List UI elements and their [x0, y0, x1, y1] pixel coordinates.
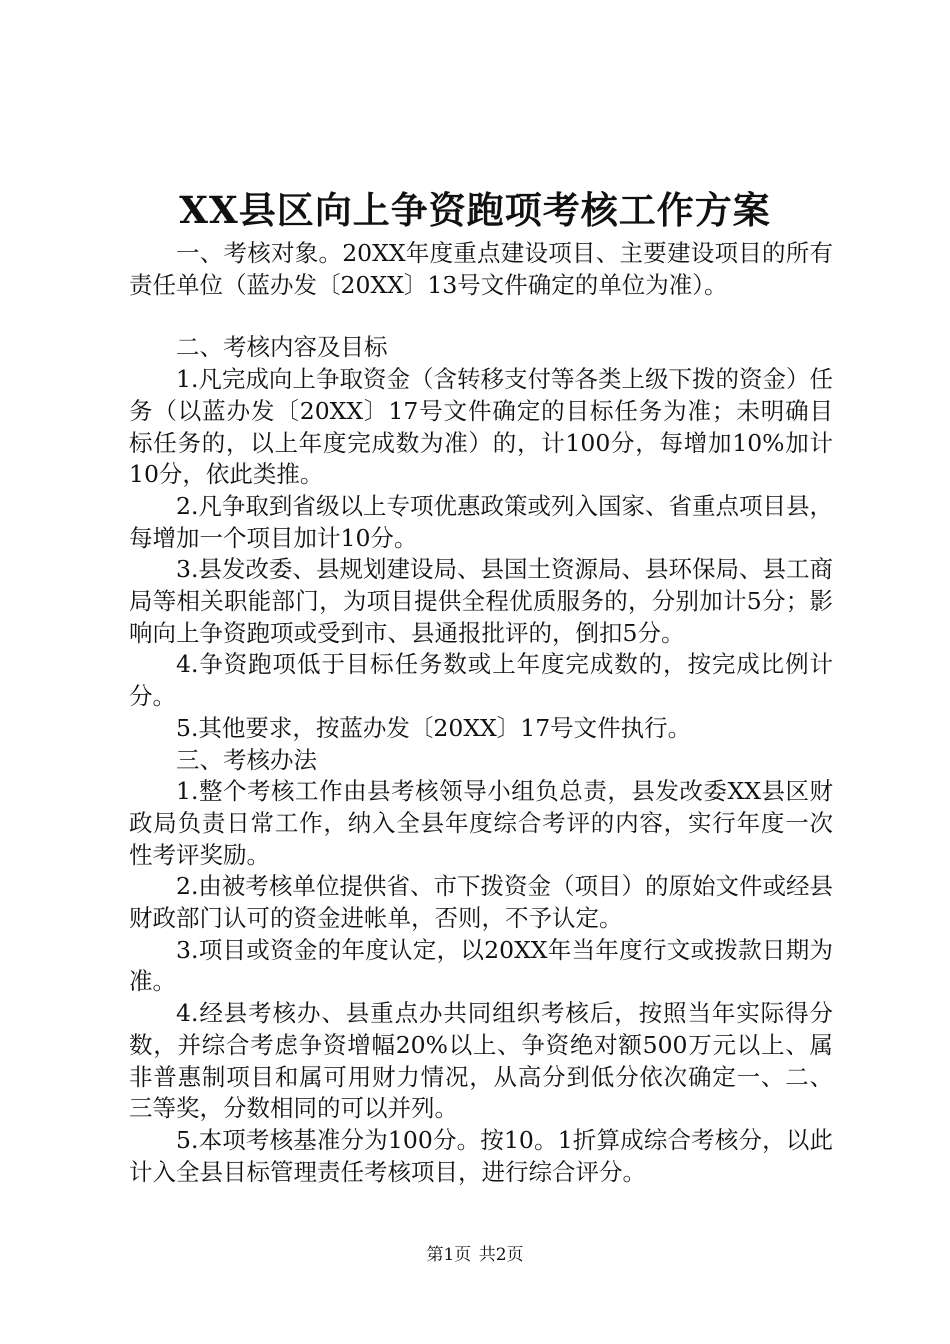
section-2-heading: 二、考核内容及目标 — [176, 333, 388, 362]
page-footer — [0, 1243, 950, 1267]
section-2-item-2: 2.凡争取到省级以上专项优惠政策或列入国家、省重点项目县，每增加一个项目加计10分。 — [129, 491, 833, 552]
section-1-target: 一、考核对象。20XX年度重点建设项目、主要建设项目的所有责任单位（蓝办发〔20XX〕13号文件确定的单位为准）。 — [129, 239, 833, 299]
page-number: 第1页 — [426, 1245, 472, 1265]
section-2-item-5: 5.其他要求，按蓝办发〔20XX〕17号文件执行。 — [176, 713, 692, 742]
document-title: XX县区向上争资跑项考核工作方案 — [179, 188, 771, 232]
section-3-item-3: 3.项目或资金的年度认定，以20XX年当年度行文或拨款日期为准。 — [129, 935, 833, 996]
document-body — [129, 238, 833, 1188]
section-3-heading: 三、考核办法 — [176, 745, 317, 774]
section-2-item-1: 1.凡完成向上争取资金（含转移支付等各类上级下拨的资金）任务（以蓝办发〔20XX〕17号文件确定的目标任务为准；未明确目标任务的，以上年度完成数为准）的，计100分，每增加10%加计10分，依此类推。 — [129, 365, 833, 489]
section-3-item-5: 5.本项考核基准分为100分。按10。1折算成综合考核分，以此计入全县目标管理责任考核项目，进行综合评分。 — [129, 1125, 833, 1186]
section-2-item-3: 3.县发改委、县规划建设局、县国土资源局、县环保局、县工商局等相关职能部门，为项目提供全程优质服务的，分别加计5分；影响向上争资跑项或受到市、县通报批评的，倒扣5分。 — [129, 555, 833, 647]
section-3-item-4: 4.经县考核办、县重点办共同组织考核后，按照当年实际得分数，并综合考虑争资增幅20%以上、争资绝对额500万元以上、属非普惠制项目和属可用财力情况，从高分到低分依次确定一、二、三等奖，分数相同的可以并列。 — [129, 999, 833, 1123]
section-3-item-1: 1.整个考核工作由县考核领导小组负总责，县发改委XX县区财政局负责日常工作，纳入全县年度综合考评的内容，实行年度一次性考评奖励。 — [129, 777, 833, 869]
page-total: 共2页 — [478, 1245, 524, 1265]
section-2-item-4: 4.争资跑项低于目标任务数或上年度完成数的，按完成比例计分。 — [129, 650, 833, 711]
section-3-item-2: 2.由被考核单位提供省、市下拨资金（项目）的原始文件或经县财政部门认可的资金进帐单，否则，不予认定。 — [129, 872, 833, 933]
